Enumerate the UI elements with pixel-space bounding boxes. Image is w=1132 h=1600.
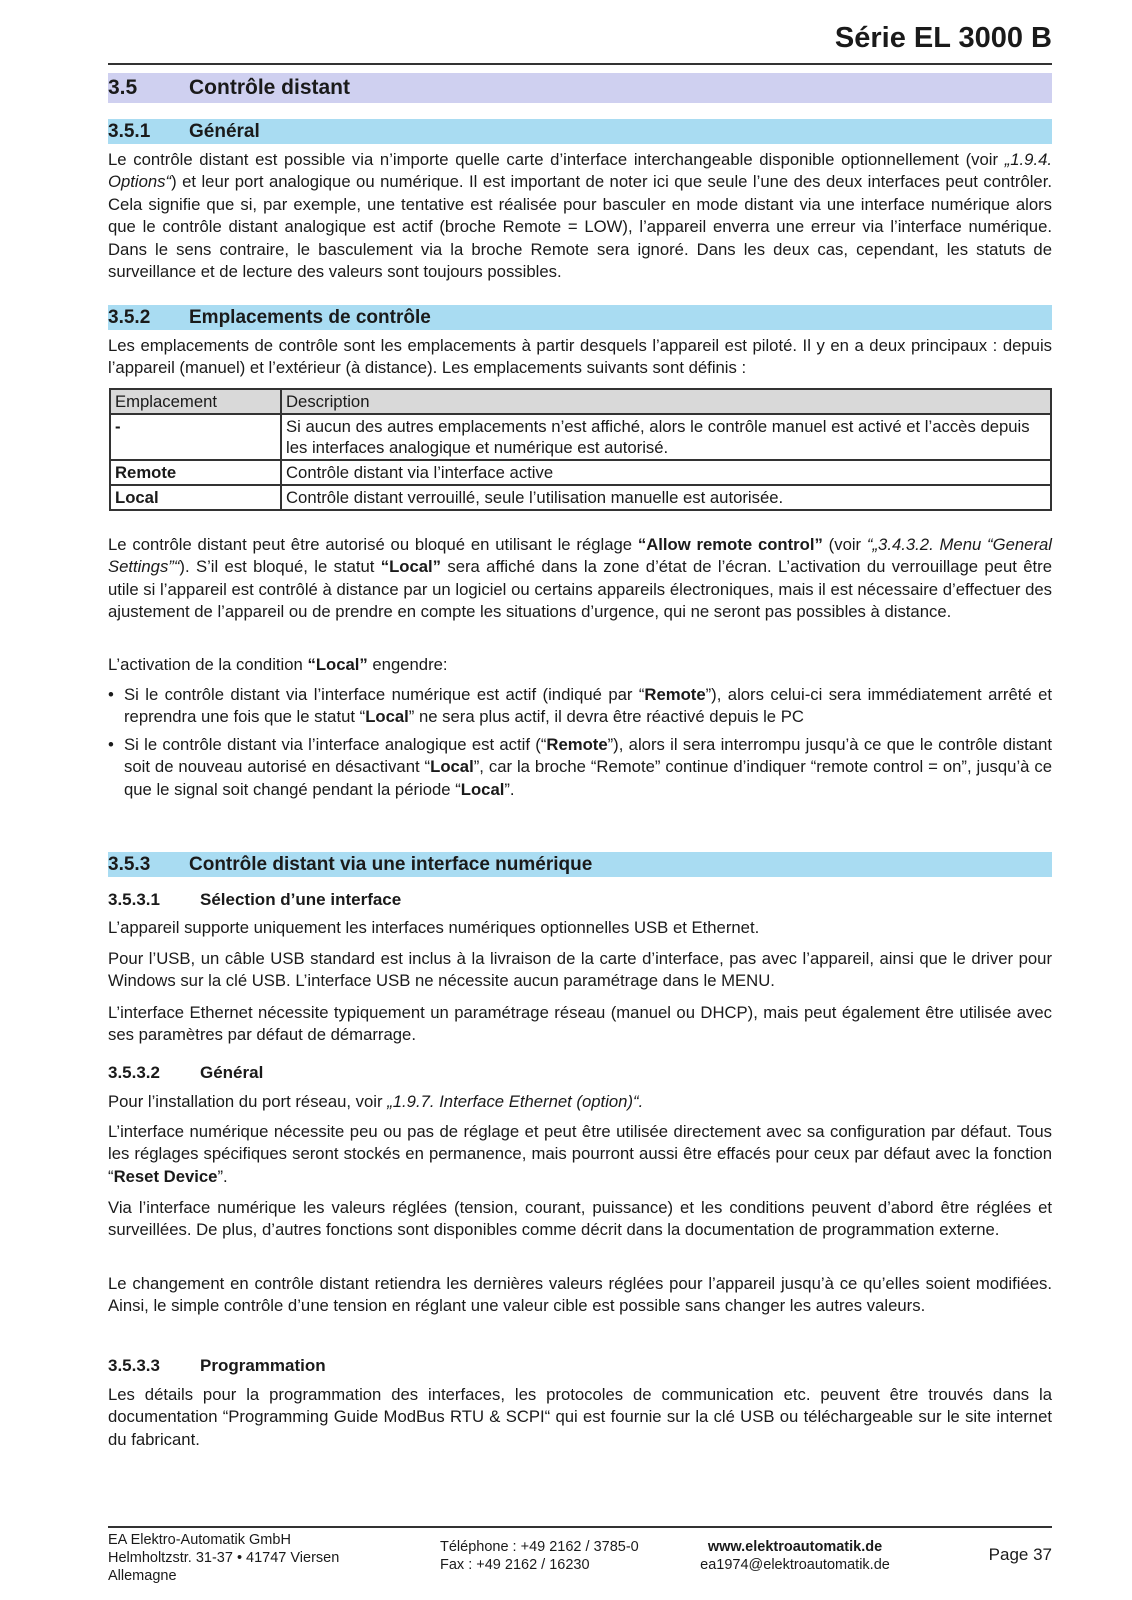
cross-reference-link[interactable]: „1.9.4. Options“ — [108, 150, 1052, 192]
bullet-item-analog — [108, 734, 1052, 801]
subsection-title: Programmation — [200, 1356, 326, 1375]
cross-reference-link[interactable]: “„3.4.3.2. Menu “General Settings”“ — [108, 535, 1052, 577]
header-rule — [108, 63, 1052, 65]
table-row — [110, 414, 1051, 460]
section-number: 3.5.1 — [108, 121, 151, 142]
section-heading-3-5-1 — [108, 119, 1052, 144]
phone-number: Téléphone : +49 2162 / 3785-0 — [440, 1539, 639, 1555]
table-header-cell: Emplacement — [110, 389, 281, 414]
subsection-number: 3.5.3.1 — [108, 890, 160, 909]
table-cell-description: Contrôle distant verrouillé, seule l’utilisation manuelle est autorisée. — [281, 485, 1051, 510]
paragraph-local-activation — [108, 654, 1052, 676]
text: (voir — [822, 535, 867, 554]
paragraph-set-values: Via l’interface numérique les valeurs réglées (tension, courant, puissance) et les conditions peuvent d’abord être réglées et surveillées. De plus, d’autres fonctions sont disponibles comme décrit dans la documentation de programmation externe. — [108, 1198, 1052, 1240]
subsection-heading-3-5-3-1 — [108, 889, 402, 911]
text: ). S’il est bloqué, le statut — [179, 557, 381, 577]
section-title: Général — [189, 121, 260, 142]
section-heading-3-5 — [108, 73, 1052, 103]
subsection-title: Général — [200, 1063, 264, 1082]
table-row — [110, 460, 1051, 485]
paragraph-remote-change: Le changement en contrôle distant retiendra les dernières valeurs réglées pour l’appareil jusqu’à ce qu’elles soient modifiées. Ainsi, le simple contrôle d’une tension en réglant une valeur cible est possible sans changer les autres valeurs. — [108, 1274, 1052, 1316]
section-number: 3.5.2 — [108, 307, 151, 328]
company-name: EA Elektro-Automatik GmbH — [108, 1532, 291, 1548]
page-number: Page 37 — [988, 1545, 1052, 1564]
company-address: Helmholtzstr. 31-37 • 41747 Viersen — [108, 1550, 340, 1566]
section-heading-3-5-2 — [108, 305, 1052, 330]
paragraph-usb: Pour l’USB, un câble USB standard est inclus à la livraison de la carte d’interface, pas avec l’appareil, ainsi que le driver pour Windows sur la clé USB. L’interface USB ne nécessite aucun paramétrage dans le MENU. — [108, 949, 1052, 991]
footer-web-block — [695, 1538, 895, 1574]
section-title: Emplacements de contrôle — [189, 307, 431, 328]
bullet-icon: • — [108, 735, 114, 754]
document-series-title: Série EL 3000 B — [834, 22, 1052, 54]
bullet-text: Si le contrôle distant via l’interface analogique est actif (“Remote”), alors il sera interrompu jusqu’à ce que le contrôle distant soit de nouveau autorisé en désactivant “Local”, car la broche “Remote” continue d’indiquer “remote control = on”, jusqu’à ce que le signal soit changé pendant la période “Local”. — [124, 735, 1053, 799]
subsection-heading-3-5-3-2 — [108, 1062, 264, 1084]
section-title: Contrôle distant via une interface numérique — [189, 854, 593, 875]
footer-contact-block — [440, 1538, 639, 1574]
status-name: “Local” — [380, 557, 442, 577]
table-cell-location: Remote — [110, 460, 281, 485]
text: Le contrôle distant peut être autorisé ou bloqué en utilisant le réglage — [108, 535, 638, 554]
company-country: Allemagne — [108, 1568, 177, 1584]
section-title: Contrôle distant — [189, 76, 350, 99]
text: sera affiché dans la zone d’état de l’écran. L’activation du verrouillage peut être utile si l’appareil est contrôlé à distance par un logiciel ou certains appareils électroniques, mais il est nécessaire d’effectuer des ajustement de l’appareil ou de prendre en compte les situations d’urgence, qui ne seront pas possibles à distance. — [108, 557, 1052, 622]
website-link[interactable]: www.elektroautomatik.de — [707, 1539, 883, 1555]
text: Pour l’installation du port réseau, voir — [108, 1092, 388, 1111]
bullet-item-digital — [108, 684, 1052, 729]
paragraph-network-install — [108, 1091, 1052, 1113]
paragraph-ethernet: L’interface Ethernet nécessite typiquement un paramétrage réseau (manuel ou DHCP), mais peut également être utilisée avec ses paramètres par défaut de démarrage. — [108, 1003, 1052, 1045]
control-locations-table — [109, 388, 1052, 511]
subsection-number: 3.5.3.3 — [108, 1356, 160, 1375]
paragraph-digital-config — [108, 1121, 1052, 1188]
subsection-heading-3-5-3-3 — [108, 1355, 326, 1377]
paragraph-allow-remote — [108, 534, 1052, 624]
text: L’interface numérique nécessite peu ou pas de réglage et peut être utilisée directement avec sa configuration par défaut. Tous les réglages spécifiques seront stockés en permanence, mais pourront aussi être effacés pour ceux par défaut avec la fonction “ — [108, 1122, 1052, 1186]
table-row — [110, 485, 1051, 510]
paragraph-general — [108, 149, 1052, 283]
section-number: 3.5 — [108, 76, 138, 99]
subsection-number: 3.5.3.2 — [108, 1063, 160, 1082]
text: Le contrôle distant est possible via n’importe quelle carte d’interface interchangeable disponible optionnellement (voir — [108, 150, 1005, 169]
section-number: 3.5.3 — [108, 854, 151, 875]
table-header-cell: Description — [281, 389, 1051, 414]
table-cell-description: Si aucun des autres emplacements n’est affiché, alors le contrôle manuel est activé et l’accès depuis les interfaces analogique et numérique est autorisé. — [281, 414, 1051, 460]
fax-number: Fax : +49 2162 / 16230 — [440, 1557, 590, 1573]
text: L’activation de la condition — [108, 655, 308, 674]
text: ”. — [217, 1166, 228, 1186]
bullet-icon: • — [108, 685, 114, 704]
subsection-title: Sélection d’une interface — [200, 890, 402, 909]
footer-company-block — [108, 1531, 339, 1585]
bullet-text: Si le contrôle distant via l’interface numérique est actif (indiqué par “Remote”), alors celui-ci sera immédiatement arrêté et reprendra une fois que le statut “Local” ne sera plus actif, il devra être réactivé depuis le PC — [124, 685, 1052, 727]
text: engendre: — [367, 655, 448, 674]
email-link[interactable]: ea1974@elektroautomatik.de — [700, 1557, 890, 1573]
section-heading-3-5-3 — [108, 852, 1052, 877]
table-cell-location: - — [110, 414, 281, 460]
cross-reference-link[interactable]: „1.9.7. Interface Ethernet (option)“. — [387, 1092, 644, 1111]
table-cell-location: Local — [110, 485, 281, 510]
paragraph-programming: Les détails pour la programmation des interfaces, les protocoles de communication etc. peuvent être trouvés dans la documentation “Programming Guide ModBus RTU & SCPI“ qui est fournie sur la clé USB ou téléchargeable sur le site internet du fabricant. — [108, 1385, 1052, 1449]
setting-name: “Allow remote control” — [637, 535, 823, 554]
function-name: Reset Device — [113, 1166, 218, 1186]
paragraph-interfaces: L’appareil supporte uniquement les interfaces numériques optionnelles USB et Ethernet. — [108, 918, 760, 937]
table-header-row — [110, 389, 1051, 414]
paragraph-locations-intro: Les emplacements de contrôle sont les emplacements à partir desquels l’appareil est piloté. Il y en a deux principaux : depuis l’appareil (manuel) et l’extérieur (à distance). Les emplacements suivants sont définis : — [108, 336, 1052, 378]
footer-rule — [108, 1526, 1052, 1528]
status-name: “Local” — [307, 655, 368, 674]
text: ) et leur port analogique ou numérique. Il est important de noter ici que seule l’une des deux interfaces peut contrôler. Cela signifie que si, par exemple, une tentative est réalisée pour basculer en mode distant via une interface numérique alors que le contrôle distant analogique est actif (broche Remote = LOW), l’appareil enverra une erreur via l’interface numérique. Dans le sens contraire, le basculement via la broche Remote sera ignoré. Dans les deux cas, cependant, les statuts de surveillance et de lecture des valeurs sont toujours possibles. — [108, 172, 1052, 282]
table-cell-description: Contrôle distant via l’interface active — [281, 460, 1051, 485]
